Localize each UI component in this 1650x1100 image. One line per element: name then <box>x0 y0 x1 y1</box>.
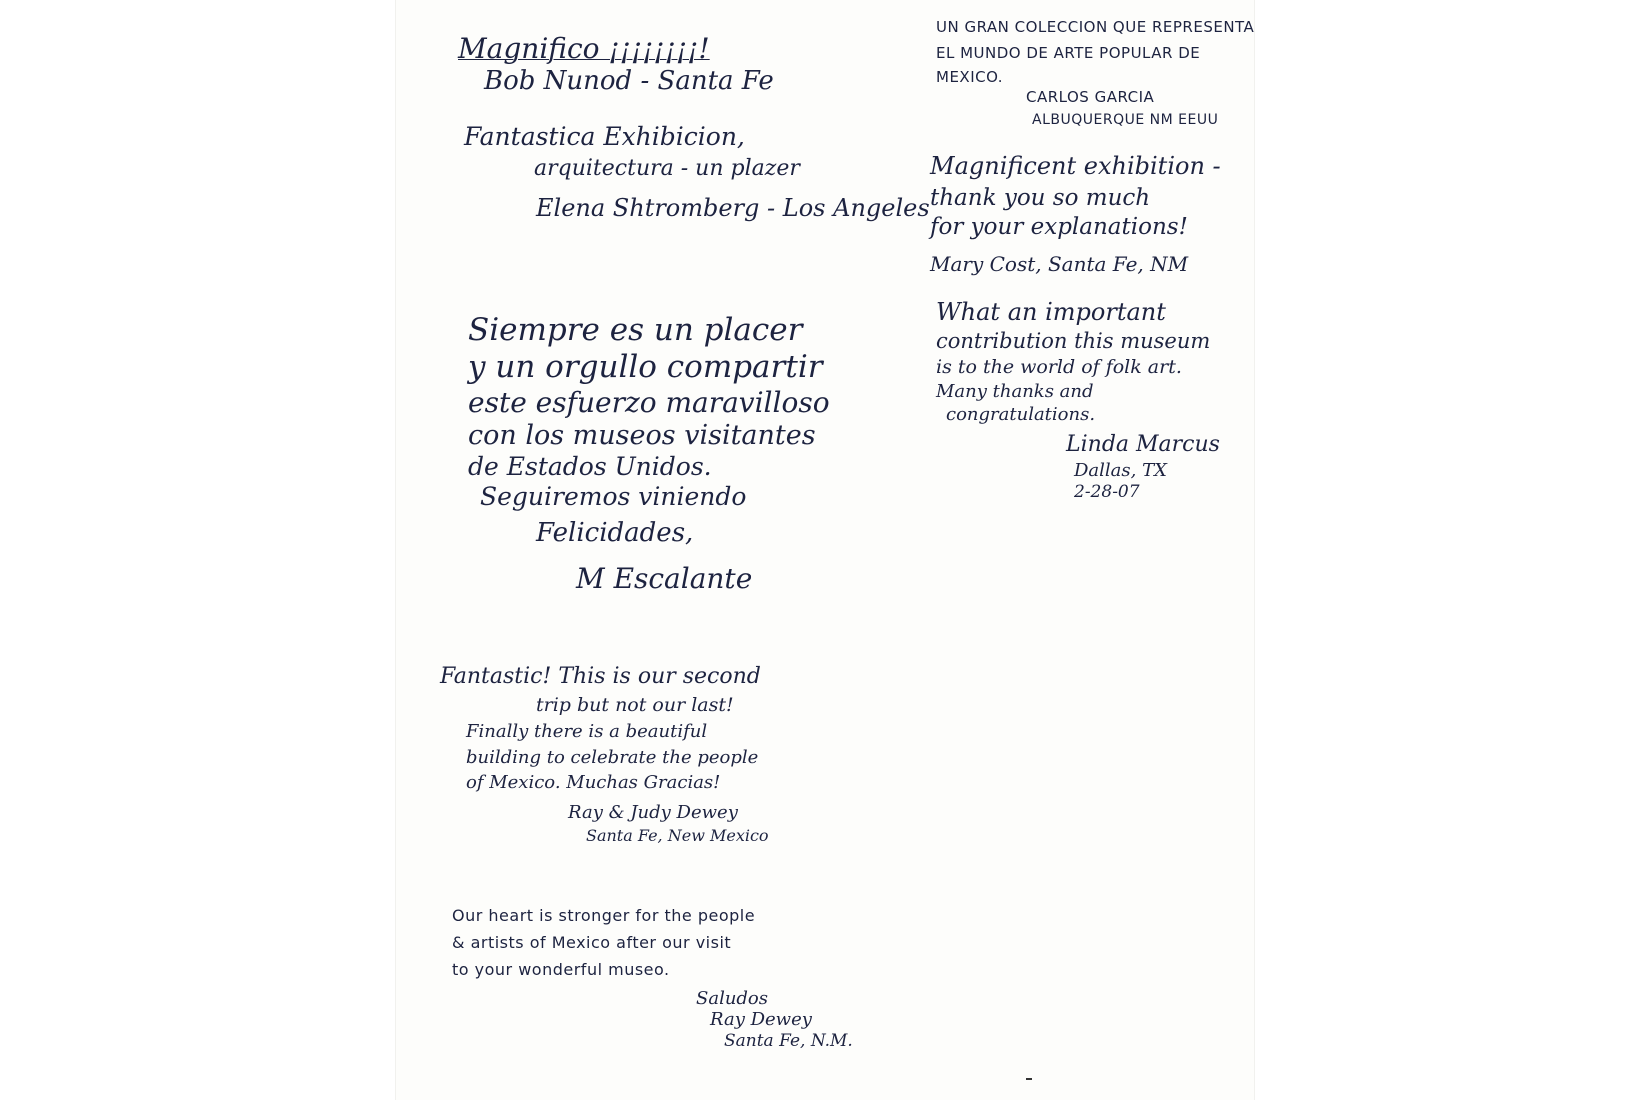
guestbook-page <box>396 0 1254 1100</box>
entry-line: of Mexico. Muchas Gracias! <box>466 772 721 794</box>
guestbook-entry <box>458 32 774 97</box>
entry-line: & artists of Mexico after our visit <box>452 933 732 953</box>
entry-signature: 2-28-07 <box>1074 481 1140 502</box>
entry-line: Felicidades, <box>536 518 694 549</box>
entry-line: UN GRAN COLECCION QUE REPRESENTA <box>936 18 1255 36</box>
entry-line: What an important <box>936 298 1166 326</box>
entry-line: Magnificent exhibition - <box>930 152 1221 180</box>
entry-line: is to the world of folk art. <box>936 355 1182 378</box>
entry-line: este esfuerzo maravilloso <box>468 386 830 420</box>
entry-signature: Bob Nunod - Santa Fe <box>484 65 774 96</box>
guestbook-entry <box>452 906 853 1051</box>
entry-line: Magnifico ¡¡¡¡¡¡¡¡! <box>458 32 710 65</box>
guestbook-entry <box>930 152 1221 276</box>
entry-signature: Santa Fe, New Mexico <box>586 825 769 845</box>
entry-line: Finally there is a beautiful <box>466 721 708 743</box>
entry-line: de Estados Unidos. <box>468 452 712 482</box>
entry-line: Seguiremos viniendo <box>480 482 747 512</box>
guestbook-entry <box>936 18 1254 129</box>
entry-signature: Santa Fe, N.M. <box>724 1030 853 1051</box>
entry-line: Many thanks and <box>936 380 1094 402</box>
entry-line: congratulations. <box>946 404 1096 426</box>
ink-speck <box>1026 1078 1032 1080</box>
entry-line: MEXICO. <box>936 68 1004 86</box>
entry-line: Our heart is stronger for the people <box>452 906 756 925</box>
entry-line: thank you so much <box>930 184 1151 211</box>
entry-line: Fantastica Exhibicion, <box>464 122 745 151</box>
entry-signature: ALBUQUERQUE NM EEUU <box>1032 112 1219 128</box>
entry-line: trip but not our last! <box>536 694 734 717</box>
entry-signature: Linda Marcus <box>1066 431 1220 457</box>
entry-signature: Dallas, TX <box>1074 460 1167 482</box>
entry-line: y un orgullo compartir <box>468 349 823 386</box>
entry-signature: CARLOS GARCIA <box>1026 88 1155 106</box>
guestbook-entry <box>440 664 769 845</box>
guestbook-entry <box>468 312 830 595</box>
entry-line: contribution this museum <box>936 328 1211 353</box>
entry-line: building to celebrate the people <box>466 746 759 768</box>
entry-line: arquitectura - un plazer <box>534 156 800 181</box>
entry-signature: Mary Cost, Santa Fe, NM <box>930 251 1189 276</box>
guestbook-entry <box>936 298 1220 502</box>
entry-line: to your wonderful museo. <box>452 960 670 980</box>
entry-signature: M Escalante <box>576 561 753 595</box>
entry-line: EL MUNDO DE ARTE POPULAR DE <box>936 44 1201 62</box>
entry-signature: Ray & Judy Dewey <box>568 801 738 823</box>
entry-signature: Saludos <box>696 987 769 1009</box>
entry-signature: Ray Dewey <box>710 1009 812 1031</box>
entry-line: for your explanations! <box>930 214 1188 241</box>
entry-line: Siempre es un placer <box>468 312 803 348</box>
guestbook-entry <box>464 122 930 223</box>
entry-signature: Elena Shtromberg - Los Angeles <box>536 194 930 223</box>
entry-line: Fantastic! This is our second <box>440 664 761 689</box>
entry-line: con los museos visitantes <box>468 419 816 451</box>
